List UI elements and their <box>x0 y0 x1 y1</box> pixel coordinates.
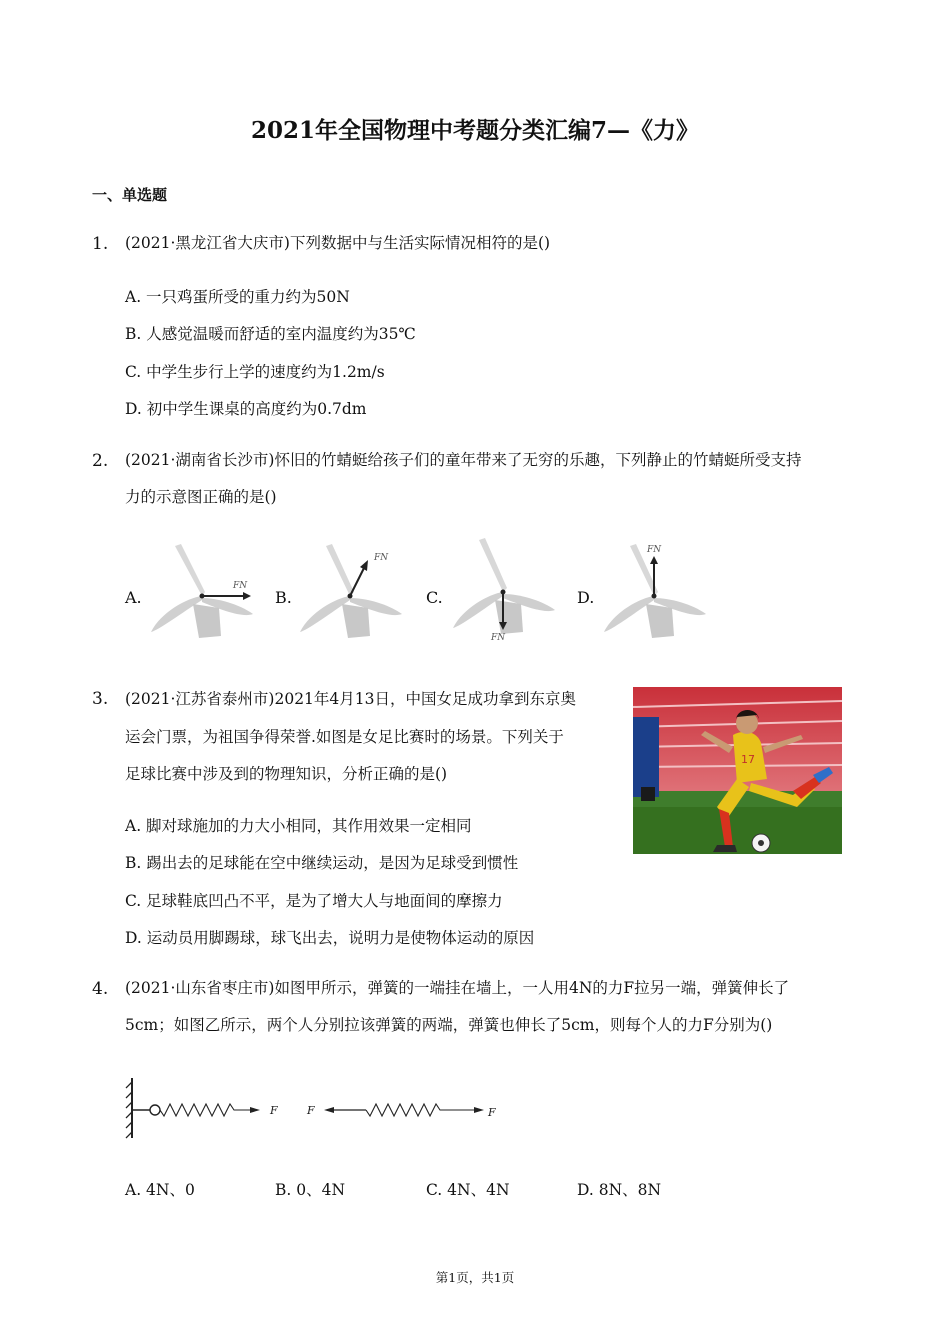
svg-text:FN: FN <box>374 553 389 563</box>
q4-option-b[interactable]: B. 0、4N <box>275 1181 346 1199</box>
question-3-stem-line2: 运会门票，为祖国争得荣誉.如图是女足比赛时的场景。下列关于 <box>125 728 564 746</box>
q1-option-a[interactable]: A. 一只鸡蛋所受的重力约为50N <box>125 288 350 306</box>
q3-option-a[interactable]: A. 脚对球施加的力大小相同，其作用效果一定相同 <box>125 817 472 835</box>
dragonfly-figure-a[interactable] <box>147 540 259 640</box>
section-heading: 一、单选题 <box>92 186 168 204</box>
question-2-stem-line2: 力的示意图正确的是() <box>125 488 277 506</box>
question-1-number: 1. <box>92 234 109 254</box>
svg-text:FN: FN <box>647 545 662 555</box>
question-3-stem-line3: 足球比赛中涉及到的物理知识，分析正确的是() <box>125 765 448 783</box>
q1-option-b[interactable]: B. 人感觉温暖而舒适的室内温度约为35℃ <box>125 325 416 343</box>
q2-option-c-label[interactable]: C. <box>426 588 443 607</box>
q3-option-c[interactable]: C. 足球鞋底凹凸不平，是为了增大人与地面间的摩擦力 <box>125 892 503 910</box>
soccer-match-photo <box>633 687 842 854</box>
question-4-number: 4. <box>92 979 109 999</box>
question-2-number: 2. <box>92 451 109 471</box>
page-footer: 第1页，共1页 <box>435 1270 515 1285</box>
question-2-stem-line1: (2021·湖南省长沙市)怀旧的竹蜻蜓给孩子们的童年带来了无穷的乐趣，下列静止的竹蜻蜓所受支持 <box>125 451 802 469</box>
spring-diagram <box>124 1074 514 1144</box>
svg-text:F: F <box>307 1104 315 1117</box>
q2-option-b-label[interactable]: B. <box>275 588 292 607</box>
question-1-stem: (2021·黑龙江省大庆市)下列数据中与生活实际情况相符的是() <box>125 234 551 252</box>
q2-option-d-label[interactable]: D. <box>577 588 595 607</box>
q4-option-a[interactable]: A. 4N、0 <box>125 1181 195 1199</box>
q4-option-c[interactable]: C. 4N、4N <box>426 1181 510 1199</box>
question-4-stem-line1: (2021·山东省枣庄市)如图甲所示，弹簧的一端挂在墙上，一人用4N的力F拉另一端，弹簧伸长了 <box>125 979 790 997</box>
q3-option-d[interactable]: D. 运动员用脚踢球，球飞出去，说明力是使物体运动的原因 <box>125 929 535 947</box>
q1-option-d[interactable]: D. 初中学生课桌的高度约为0.7dm <box>125 400 367 418</box>
dragonfly-figure-c[interactable] <box>447 536 559 644</box>
svg-text:F: F <box>270 1104 278 1117</box>
dragonfly-figure-b[interactable] <box>296 540 408 640</box>
q3-option-b[interactable]: B. 踢出去的足球能在空中继续运动，是因为足球受到惯性 <box>125 854 519 872</box>
q4-option-d[interactable]: D. 8N、8N <box>577 1181 662 1199</box>
page-title: 2021年全国物理中考题分类汇编7—《力》 <box>250 117 700 144</box>
question-3-stem-line1: (2021·江苏省泰州市)2021年4月13日，中国女足成功拿到东京奥 <box>125 690 577 708</box>
question-4-stem-line2: 5cm；如图乙所示，两个人分别拉该弹簧的两端，弹簧也伸长了5cm，则每个人的力F分别为() <box>125 1016 773 1034</box>
svg-text:F: F <box>488 1106 496 1119</box>
dragonfly-figure-d[interactable] <box>598 540 710 640</box>
svg-text:FN: FN <box>491 633 506 643</box>
question-3-number: 3. <box>92 689 109 709</box>
q1-option-c[interactable]: C. 中学生步行上学的速度约为1.2m/s <box>125 363 385 381</box>
jersey-number: 17 <box>741 753 755 766</box>
q2-option-a-label[interactable]: A. <box>125 588 142 607</box>
svg-text:FN: FN <box>233 581 248 591</box>
